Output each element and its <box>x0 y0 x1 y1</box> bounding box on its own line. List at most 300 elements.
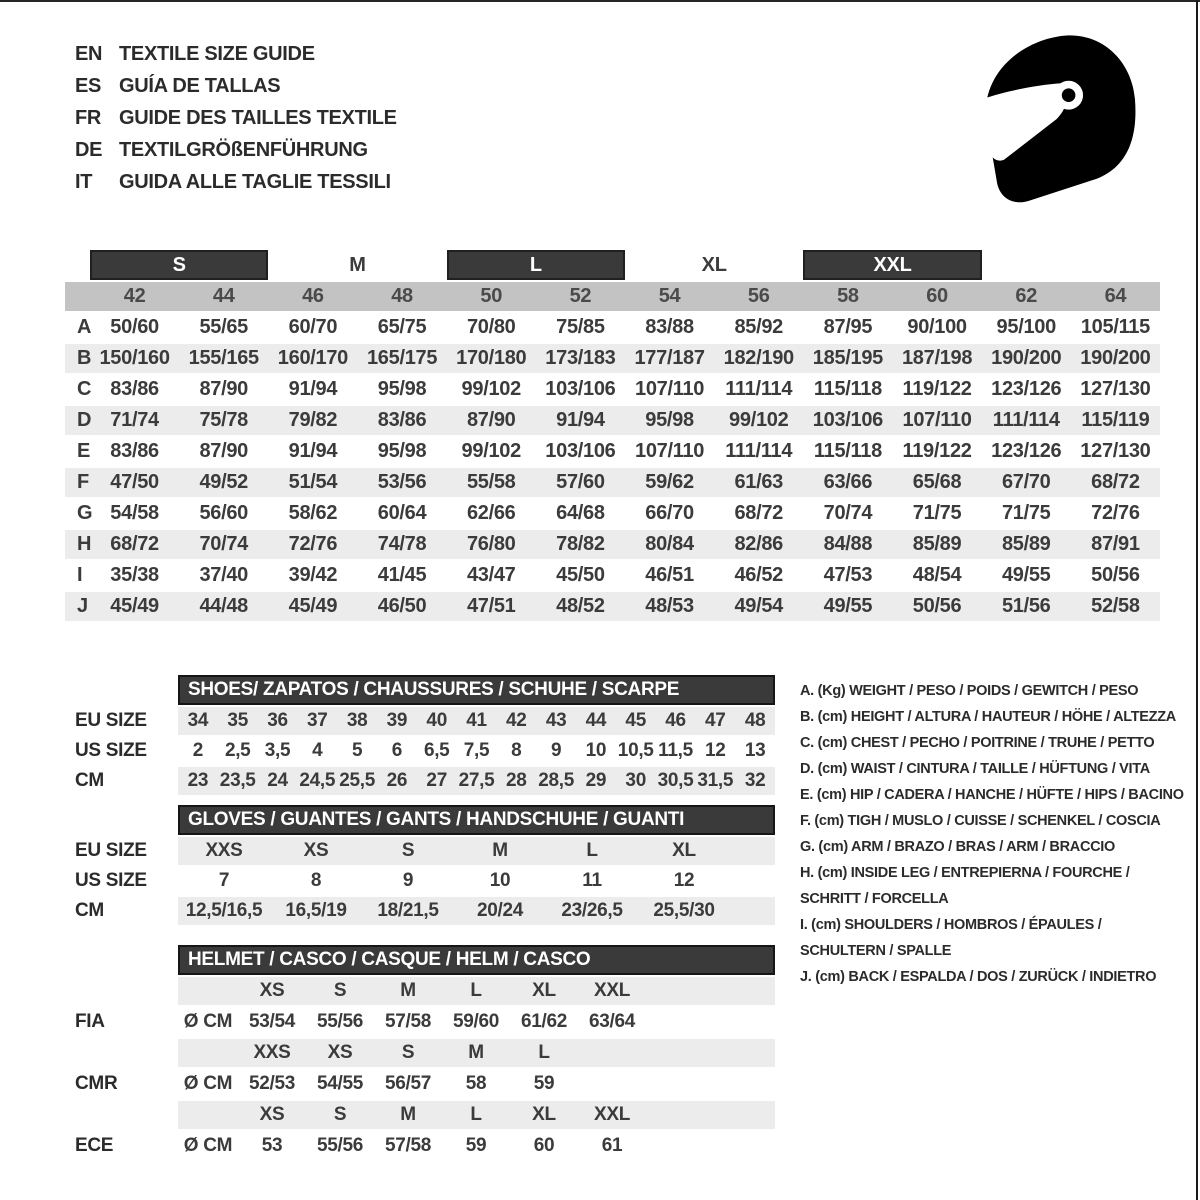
size-value: 46/51 <box>645 564 694 586</box>
size-value: 45/50 <box>556 564 605 586</box>
shoes-value: 43 <box>545 710 567 731</box>
size-value: 49/54 <box>734 595 784 617</box>
language-code: ES <box>75 74 102 97</box>
textile-row-i <box>65 561 1160 590</box>
size-value: 57/60 <box>556 471 605 493</box>
helmet-value-row-ece <box>65 1131 785 1161</box>
size-value: 107/110 <box>902 409 972 431</box>
size-value: 68/72 <box>110 533 159 555</box>
size-value: 75/85 <box>556 316 605 338</box>
size-value: 185/195 <box>812 347 883 369</box>
legend-entry: C. (cm) CHEST / PECHO / POITRINE / TRUHE / PETTO <box>800 735 1155 751</box>
row-letter: G <box>77 502 93 524</box>
size-value: 46/52 <box>734 564 784 586</box>
textile-row-d <box>65 406 1160 435</box>
size-value: 82/86 <box>734 533 784 555</box>
size-value: 83/86 <box>110 440 159 462</box>
language-title: GUIDA ALLE TAGLIE TESSILI <box>119 170 391 193</box>
shoes-value: 12 <box>705 740 726 761</box>
legend-entry: B. (cm) HEIGHT / ALTURA / HAUTEUR / HÖHE / ALTEZZA <box>800 709 1176 725</box>
size-value: 160/170 <box>277 347 348 369</box>
shoes-value: 30 <box>625 770 646 791</box>
size-value: 58/62 <box>288 502 338 524</box>
shoes-value: 24 <box>267 770 288 791</box>
size-value: 119/122 <box>902 378 972 400</box>
helmet-value: 63/64 <box>588 1011 636 1032</box>
size-value: 46/50 <box>377 595 427 617</box>
gloves-value: 20/24 <box>476 900 524 921</box>
size-value: 53/56 <box>377 471 427 493</box>
numeric-size: 62 <box>1015 285 1038 307</box>
helmet-size-label: XL <box>532 980 556 1001</box>
helmet-size-label: S <box>333 980 347 1001</box>
helmet-value: 52/53 <box>248 1073 296 1094</box>
gloves-table-title: GLOVES / GUANTES / GANTS / HANDSCHUHE / GUANTI <box>178 805 775 835</box>
helmet-standard-spacer <box>65 977 178 1005</box>
helmet-size-row-cmr <box>65 1039 785 1067</box>
size-value: 78/82 <box>556 533 605 555</box>
size-group-l: L <box>447 250 625 280</box>
gloves-value: 12 <box>673 870 695 891</box>
measure-unit: Ø CM <box>183 1011 233 1032</box>
size-value: 80/84 <box>645 533 694 555</box>
row-letter: D <box>77 409 92 431</box>
size-value: 48/54 <box>912 564 962 586</box>
gloves-row-label: US SIZE <box>75 870 147 891</box>
gloves-value: S <box>401 840 415 861</box>
shoes-value: 4 <box>312 740 323 761</box>
shoes-value: 2,5 <box>224 740 251 761</box>
textile-row-j <box>65 592 1160 621</box>
size-value: 70/80 <box>466 316 516 338</box>
helmet-value: 55/56 <box>316 1011 364 1032</box>
legend-entry: F. (cm) TIGH / MUSLO / CUISSE / SCHENKEL / COSCIA <box>800 813 1161 829</box>
size-value: 50/60 <box>110 316 159 338</box>
helmet-size-band <box>178 977 775 1005</box>
helmet-size-label: M <box>400 980 416 1001</box>
shoes-table-title: SHOES/ ZAPATOS / CHAUSSURES / SCHUHE / SCARPE <box>178 675 775 705</box>
shoes-row-eu-size <box>65 707 785 735</box>
size-value: 51/56 <box>1001 595 1051 617</box>
legend-entry: D. (cm) WAIST / CINTURA / TAILLE / HÜFTUNG / VITA <box>800 761 1150 777</box>
helmet-size-band <box>178 1039 775 1067</box>
helmet-value: 57/58 <box>384 1011 432 1032</box>
measurement-legend <box>800 678 1200 990</box>
helmet-size-band <box>178 1101 775 1129</box>
size-value: 61/63 <box>734 471 784 493</box>
helmet-size-label: XS <box>259 1104 285 1125</box>
size-value: 87/90 <box>199 378 249 400</box>
helmet-value-band <box>178 1131 775 1161</box>
size-value: 190/200 <box>991 347 1062 369</box>
size-value: 127/130 <box>1080 440 1151 462</box>
size-value: 45/49 <box>288 595 338 617</box>
gloves-row-us-size <box>65 867 785 895</box>
helmet-value: 55/56 <box>316 1135 364 1156</box>
helmet-value: 59 <box>465 1135 487 1156</box>
row-letter: B <box>77 347 92 369</box>
row-letter: I <box>77 564 83 586</box>
helmet-size-label: XL <box>532 1104 556 1125</box>
page-border-right <box>1196 0 1198 1200</box>
shoes-value: 45 <box>625 710 646 731</box>
shoes-band <box>178 767 775 795</box>
shoes-value: 10,5 <box>617 740 654 761</box>
numeric-size: 48 <box>391 285 413 307</box>
numeric-size: 42 <box>123 285 146 307</box>
helmet-standard-label: FIA <box>75 1011 105 1032</box>
numeric-size: 56 <box>747 285 770 307</box>
size-value: 155/165 <box>188 347 259 369</box>
language-row <box>75 70 397 102</box>
helmet-value: 59 <box>533 1073 555 1094</box>
shoes-value: 9 <box>550 740 562 761</box>
helmet-value: 54/55 <box>316 1073 364 1094</box>
textile-row-a <box>65 313 1160 342</box>
size-value: 79/82 <box>288 409 338 431</box>
size-value: 49/52 <box>199 471 249 493</box>
helmet-value: 58 <box>465 1073 487 1094</box>
shoes-value: 23,5 <box>219 770 256 791</box>
numeric-size: 52 <box>569 285 592 307</box>
helmet-size-label: XS <box>327 1042 353 1063</box>
size-value: 95/98 <box>645 409 694 431</box>
shoes-value: 27,5 <box>458 770 495 791</box>
size-value: 72/76 <box>1091 502 1140 524</box>
gloves-value: XL <box>672 840 696 861</box>
size-value: 103/106 <box>812 409 883 431</box>
size-value: 165/175 <box>366 347 438 369</box>
helmet-size-label: XXL <box>593 980 631 1001</box>
size-value: 90/100 <box>907 316 967 338</box>
helmet-table <box>65 945 785 1163</box>
shoes-row-label: US SIZE <box>75 740 147 761</box>
numeric-size: 64 <box>1104 285 1127 307</box>
size-value: 84/88 <box>823 533 873 555</box>
size-value: 83/88 <box>645 316 694 338</box>
gloves-rows <box>65 837 785 925</box>
gloves-value: XS <box>303 840 329 861</box>
shoes-row-us-size <box>65 737 785 765</box>
helmet-size-label: L <box>538 1042 550 1063</box>
shoes-value: 5 <box>351 740 363 761</box>
size-value: 87/90 <box>199 440 249 462</box>
row-letter: E <box>77 440 91 462</box>
helmet-size-label: XS <box>259 980 285 1001</box>
language-row <box>75 134 397 166</box>
size-value: 83/86 <box>377 409 427 431</box>
language-code: IT <box>75 170 93 193</box>
size-value: 41/45 <box>377 564 427 586</box>
language-title-block <box>75 38 397 198</box>
numeric-size: 60 <box>926 285 948 307</box>
size-group-header <box>65 250 1160 280</box>
size-value: 127/130 <box>1080 378 1151 400</box>
size-value: 49/55 <box>1001 564 1051 586</box>
size-value: 50/56 <box>912 595 962 617</box>
textile-row-g <box>65 499 1160 528</box>
shoes-value: 23 <box>187 770 209 791</box>
numeric-size: 54 <box>658 285 681 307</box>
gloves-band <box>178 837 775 865</box>
shoes-value: 44 <box>585 710 607 731</box>
row-letter: C <box>77 378 92 400</box>
helmet-value-row-fia <box>65 1007 785 1037</box>
size-value: 49/55 <box>823 595 873 617</box>
helmet-table-title: HELMET / CASCO / CASQUE / HELM / CASCO <box>178 945 775 975</box>
shoes-value: 37 <box>307 710 328 731</box>
shoes-row-label: EU SIZE <box>75 710 147 731</box>
helmet-size-label: M <box>468 1042 484 1063</box>
size-value: 59/62 <box>645 471 694 493</box>
size-value: 95/98 <box>377 440 427 462</box>
language-title: GUIDE DES TAILLES TEXTILE <box>119 106 397 129</box>
shoes-value: 13 <box>744 740 766 761</box>
size-value: 119/122 <box>902 440 972 462</box>
language-code: FR <box>75 106 102 129</box>
textile-rows <box>65 313 1160 621</box>
size-value: 99/102 <box>461 440 521 462</box>
size-value: 45/49 <box>110 595 159 617</box>
shoes-value: 34 <box>187 710 209 731</box>
shoes-value: 46 <box>665 710 686 731</box>
size-value: 187/198 <box>901 347 973 369</box>
legend-entry: I. (cm) SHOULDERS / HOMBROS / ÉPAULES / <box>800 917 1102 933</box>
size-value: 51/54 <box>288 471 338 493</box>
gloves-value: L <box>586 840 598 861</box>
size-value: 87/91 <box>1091 533 1140 555</box>
size-value: 87/95 <box>823 316 873 338</box>
shoes-value: 29 <box>585 770 607 791</box>
textile-size-table <box>65 250 1160 623</box>
size-value: 85/92 <box>734 316 784 338</box>
textile-row-e <box>65 437 1160 466</box>
row-letter: A <box>77 316 92 338</box>
size-value: 52/58 <box>1091 595 1140 617</box>
helmet-value: 57/58 <box>384 1135 432 1156</box>
size-value: 95/100 <box>996 316 1056 338</box>
legend-entry: E. (cm) HIP / CADERA / HANCHE / HÜFTE / HIPS / BACINO <box>800 787 1184 803</box>
language-row <box>75 166 397 198</box>
gloves-row-label: CM <box>75 900 104 921</box>
gloves-value: 16,5/19 <box>285 900 347 921</box>
shoes-value: 40 <box>426 710 447 731</box>
shoes-band <box>178 737 775 765</box>
size-value: 74/78 <box>377 533 427 555</box>
shoes-value: 28,5 <box>538 770 574 791</box>
gloves-row-cm <box>65 897 785 925</box>
size-value: 75/78 <box>199 409 249 431</box>
language-code: DE <box>75 138 103 161</box>
size-value: 87/90 <box>466 409 516 431</box>
size-value: 60/64 <box>377 502 427 524</box>
row-letter: F <box>77 471 89 493</box>
shoes-value: 24,5 <box>299 770 336 791</box>
size-value: 68/72 <box>1091 471 1140 493</box>
size-value: 55/58 <box>466 471 516 493</box>
size-value: 83/86 <box>110 378 159 400</box>
gloves-value: 25,5/30 <box>653 900 715 921</box>
shoes-value: 30,5 <box>657 770 694 791</box>
size-value: 111/114 <box>725 440 793 462</box>
size-value: 71/75 <box>912 502 962 524</box>
language-title: GUÍA DE TALLAS <box>119 74 281 97</box>
helmet-value: 60 <box>533 1135 555 1156</box>
language-code: EN <box>75 42 103 65</box>
helmet-value-band <box>178 1007 775 1037</box>
size-value: 76/80 <box>466 533 516 555</box>
shoes-band <box>178 707 775 735</box>
size-value: 55/65 <box>199 316 249 338</box>
size-value: 105/115 <box>1080 316 1150 338</box>
shoes-value: 11,5 <box>658 740 693 761</box>
size-value: 190/200 <box>1080 347 1151 369</box>
helmet-size-label: M <box>400 1104 416 1125</box>
language-title: TEXTILGRÖßENFÜHRUNG <box>119 138 368 161</box>
helmet-value: 56/57 <box>384 1073 432 1094</box>
size-value: 65/68 <box>912 471 962 493</box>
page-border-top <box>0 0 1200 2</box>
gloves-value: XXS <box>205 840 243 861</box>
gloves-value: 12,5/16,5 <box>185 900 263 921</box>
size-value: 115/118 <box>813 440 882 462</box>
numeric-size: 46 <box>302 285 324 307</box>
helmet-size-label: S <box>333 1104 347 1125</box>
shoes-value: 47 <box>705 710 726 731</box>
size-value: 123/126 <box>991 378 1062 400</box>
size-value: 48/52 <box>556 595 605 617</box>
shoes-value: 6 <box>391 740 403 761</box>
size-value: 50/56 <box>1091 564 1140 586</box>
size-value: 85/89 <box>912 533 962 555</box>
size-value: 91/94 <box>556 409 605 431</box>
size-value: 107/110 <box>635 440 705 462</box>
size-group-m: M <box>349 253 366 276</box>
legend-entry: A. (Kg) WEIGHT / PESO / POIDS / GEWITCH / PESO <box>800 683 1139 699</box>
size-value: 173/183 <box>545 347 616 369</box>
numeric-size: 44 <box>212 285 235 307</box>
helmet-value: 59/60 <box>452 1011 500 1032</box>
language-row <box>75 102 397 134</box>
shoes-value: 48 <box>744 710 766 731</box>
size-value: 85/89 <box>1001 533 1051 555</box>
size-group-s: S <box>90 250 268 280</box>
textile-row-c <box>65 375 1160 404</box>
numeric-size: 50 <box>480 285 503 307</box>
size-value: 66/70 <box>645 502 694 524</box>
shoes-value: 27 <box>426 770 447 791</box>
shoes-value: 8 <box>511 740 522 761</box>
helmet-size-row-fia <box>65 977 785 1005</box>
size-value: 182/190 <box>723 347 794 369</box>
size-value: 103/106 <box>545 440 616 462</box>
helmet-value: 53 <box>261 1135 283 1156</box>
size-value: 71/75 <box>1001 502 1051 524</box>
size-value: 44/48 <box>199 595 249 617</box>
size-value: 67/70 <box>1001 471 1051 493</box>
shoes-value: 25,5 <box>339 770 375 791</box>
size-value: 48/53 <box>645 595 694 617</box>
size-value: 65/75 <box>377 316 427 338</box>
size-value: 111/114 <box>725 378 793 400</box>
legend-entry: SCHRITT / FORCELLA <box>800 891 949 907</box>
shoes-value: 42 <box>506 710 527 731</box>
size-value: 71/74 <box>110 409 159 431</box>
size-group-xl: XL <box>701 253 727 276</box>
helmet-value: 61/62 <box>520 1011 568 1032</box>
size-value: 70/74 <box>199 533 249 555</box>
language-row <box>75 38 397 70</box>
shoes-value: 36 <box>267 710 288 731</box>
size-value: 54/58 <box>110 502 159 524</box>
shoes-value: 35 <box>227 710 248 731</box>
gloves-value: 23/26,5 <box>561 900 623 921</box>
helmet-value: 53/54 <box>248 1011 296 1032</box>
textile-row-f <box>65 468 1160 497</box>
shoes-value: 7,5 <box>463 740 490 761</box>
size-value: 72/76 <box>288 533 338 555</box>
helmet-standard-label: ECE <box>75 1135 114 1156</box>
helmet-standard-label: CMR <box>75 1073 118 1094</box>
helmet-value: 61 <box>601 1135 623 1156</box>
helmet-value-row-cmr <box>65 1069 785 1099</box>
size-value: 60/70 <box>288 316 338 338</box>
helmet-size-label: XXS <box>253 1042 291 1063</box>
shoes-value: 39 <box>386 710 408 731</box>
size-value: 47/53 <box>823 564 873 586</box>
gloves-band <box>178 867 775 895</box>
size-value: 177/187 <box>634 347 705 369</box>
gloves-row-label: EU SIZE <box>75 840 147 861</box>
size-value: 95/98 <box>377 378 427 400</box>
size-value: 91/94 <box>288 378 338 400</box>
shoes-value: 38 <box>346 710 368 731</box>
size-value: 62/66 <box>466 502 516 524</box>
size-value: 64/68 <box>556 502 605 524</box>
helmet-standard-spacer <box>65 1101 178 1129</box>
language-title: TEXTILE SIZE GUIDE <box>119 42 315 65</box>
size-value: 68/72 <box>734 502 784 524</box>
size-value: 99/102 <box>729 409 789 431</box>
legend-entry: J. (cm) BACK / ESPALDA / DOS / ZURÜCK / INDIETRO <box>800 969 1157 985</box>
measure-unit: Ø CM <box>183 1135 233 1156</box>
legend-entry: SCHULTERN / SPALLE <box>800 943 952 959</box>
shoes-value: 26 <box>386 770 408 791</box>
size-value: 103/106 <box>545 378 616 400</box>
helmet-icon <box>970 30 1140 208</box>
numeric-size: 58 <box>837 285 859 307</box>
size-value: 115/118 <box>813 378 882 400</box>
size-value: 123/126 <box>991 440 1062 462</box>
shoes-value: 2 <box>192 740 204 761</box>
size-group-xxl: XXL <box>803 250 981 280</box>
gloves-value: 10 <box>489 870 511 891</box>
shoes-value: 31,5 <box>697 770 734 791</box>
size-value: 170/180 <box>456 347 527 369</box>
shoes-value: 28 <box>506 770 527 791</box>
shoes-row-cm <box>65 767 785 795</box>
shoes-value: 10 <box>585 740 607 761</box>
gloves-value: 8 <box>310 870 322 891</box>
gloves-row-eu-size <box>65 837 785 865</box>
size-value: 111/114 <box>992 409 1060 431</box>
size-value: 47/51 <box>466 595 516 617</box>
gloves-value: 11 <box>582 870 602 891</box>
size-value: 70/74 <box>823 502 873 524</box>
textile-row-b <box>65 344 1160 373</box>
size-value: 39/42 <box>288 564 338 586</box>
measure-unit: Ø CM <box>183 1073 233 1094</box>
